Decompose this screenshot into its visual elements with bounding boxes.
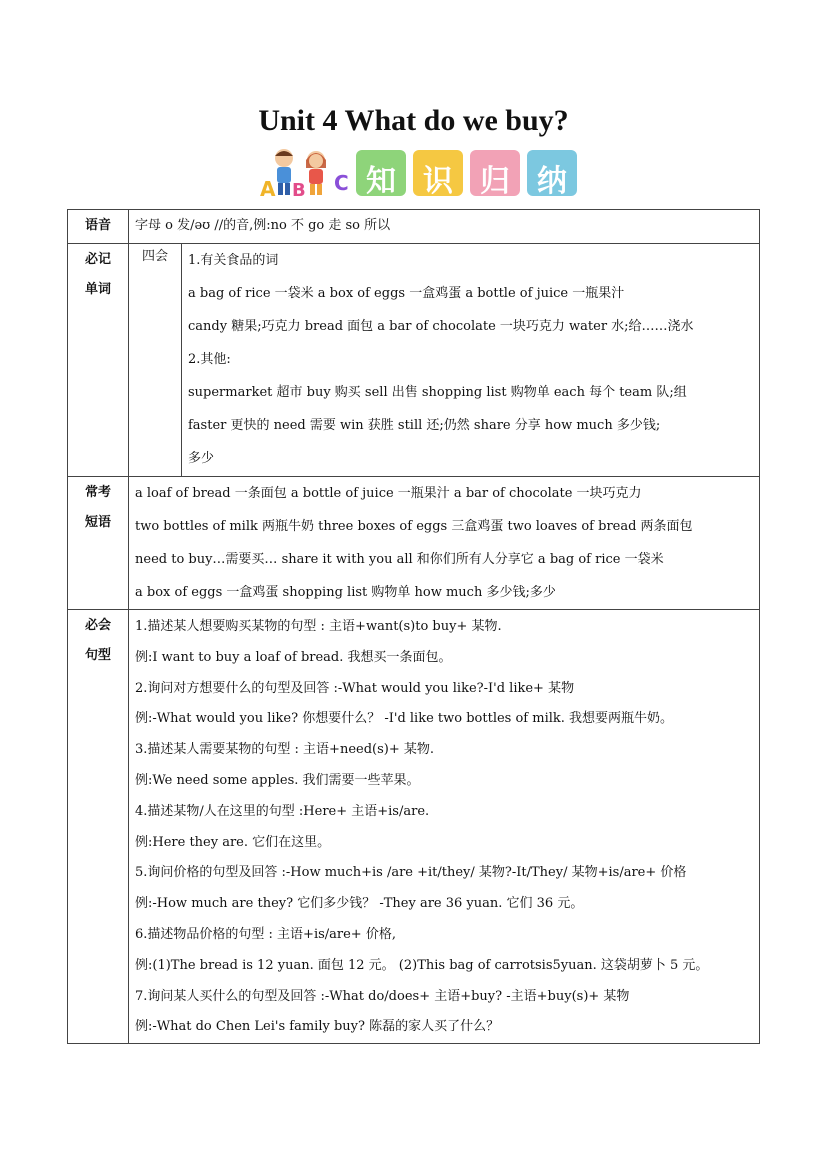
words-subheader: 四会: [129, 244, 182, 477]
list-item: 例:I want to buy a loaf of bread. 我想买一条面包。: [135, 649, 452, 665]
phrases-content: [129, 477, 760, 610]
svg-text:B: B: [292, 180, 306, 198]
list-item: 例:-What would you like? 你想要什么？ -I'd like two bottles of milk. 我想要两瓶牛奶。: [135, 711, 674, 727]
list-item: 4.描述某物/人在这里的句型 :Here+ 主语+is/are.: [135, 803, 430, 819]
list-item: need to buy…需要买… share it with you all 和你们所有人分享它 a bag of rice 一袋米: [135, 552, 664, 567]
list-item: candy 糖果;巧克力 bread 面包 a bar of chocolate 一块巧克力 water 水;给……浇水: [188, 319, 694, 334]
list-item: 例:-What do Chen Lei's family buy? 陈磊的家人买了什么？: [135, 1019, 500, 1035]
list-item: a box of eggs 一盒鸡蛋 shopping list 购物单 how much 多少钱;多少: [135, 585, 556, 600]
list-item: 6.描述物品价格的句型 : 主语+is/are+ 价格,: [135, 926, 396, 942]
list-item: 2.询问对方想要什么的句型及回答 :-What would you like?-I'd like+ 某物: [135, 680, 575, 696]
list-item: 7.询问某人买什么的句型及回答 :-What do/does+ 主语+buy? -主语+buy(s)+ 某物: [135, 988, 630, 1004]
list-item: two bottles of milk 两瓶牛奶 three boxes of eggs 三盒鸡蛋 two loaves of bread 两条面包: [135, 519, 693, 534]
words-header: 必记 单词: [68, 244, 129, 477]
sentences-content: [129, 610, 760, 1044]
list-item: 例:Here they are. 它们在这里。: [135, 834, 331, 850]
banner-tile-4: 纳: [527, 150, 577, 196]
list-item: 多少: [188, 451, 215, 466]
list-item: 例:We need some apples. 我们需要一些苹果。: [135, 772, 420, 788]
list-item: a loaf of bread 一条面包 a bottle of juice 一瓶果汁 a bar of chocolate 一块巧克力: [135, 486, 642, 501]
list-item: faster 更快的 need 需要 win 获胜 still 还;仍然 share 分享 how much 多少钱;: [188, 418, 661, 433]
list-item: 1.描述某人想要购买某物的句型 : 主语+want(s)to buy+ 某物.: [135, 619, 502, 634]
banner-tile-1: 知: [356, 150, 406, 196]
list-item: 1.有关食品的词: [188, 253, 279, 268]
svg-text:C: C: [334, 171, 349, 195]
list-item: 例:-How much are they? 它们多少钱？ -They are 36 yuan. 它们 36 元。: [135, 896, 584, 912]
sentences-row: [68, 610, 760, 1044]
section-banner: [258, 146, 580, 198]
pronunciation-header: 语音: [68, 210, 129, 244]
words-content: [182, 244, 760, 477]
list-item: supermarket 超市 buy 购买 sell 出售 shopping list 购物单 each 每个 team 队;组: [188, 385, 687, 400]
sentences-header: 必会 句型: [68, 610, 129, 1044]
pronunciation-text: 字母 o 发/əʊ //的音,例:no 不 go 走 so 所以: [135, 218, 391, 233]
phrases-header: 常考 短语: [68, 477, 129, 610]
list-item: 2.其他:: [188, 352, 231, 367]
svg-text:A: A: [260, 177, 276, 198]
pronunciation-row: [68, 210, 760, 244]
list-item: a bag of rice 一袋米 a box of eggs 一盒鸡蛋 a bottle of juice 一瓶果汁: [188, 286, 625, 301]
list-item: 例:(1)The bread is 12 yuan. 面包 12 元。 (2)This bag of carrotsis5yuan. 这袋胡萝卜 5 元。: [135, 957, 709, 973]
banner-tile-2: 识: [413, 150, 463, 196]
page-title: Unit 4 What do we buy?: [258, 104, 569, 137]
words-row: [68, 244, 760, 477]
kids-abc-illustration: [258, 146, 354, 198]
banner-tile-3: 归: [470, 150, 520, 196]
knowledge-table: [67, 209, 760, 1044]
list-item: 3.描述某人需要某物的句型 : 主语+need(s)+ 某物.: [135, 742, 434, 758]
phrases-row: [68, 477, 760, 610]
list-item: 5.询问价格的句型及回答 :-How much+is /are +it/they/ 某物?-It/They/ 某物+is/are+ 价格: [135, 865, 687, 881]
